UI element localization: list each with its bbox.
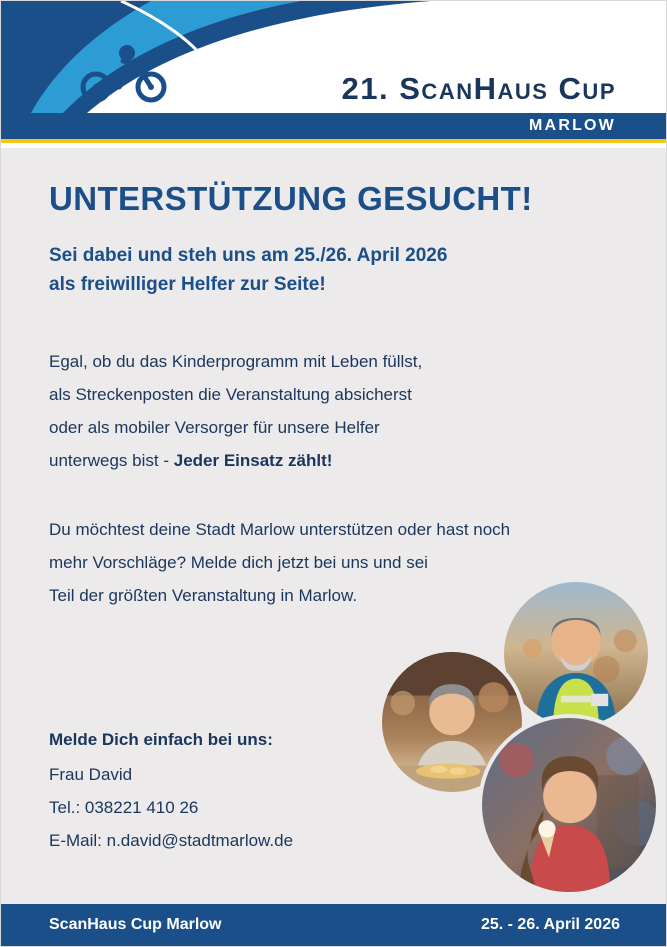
- contact-name: Frau David: [49, 765, 133, 785]
- paragraph-invitation-line-2: mehr Vorschläge? Melde dich jetzt bei uns und sei: [49, 553, 428, 573]
- cyclist-icon: [79, 43, 174, 103]
- lead-line-1: Sei dabei und steh uns am 25./26. April 2026: [49, 245, 448, 266]
- paragraph-roles-line-1: Egal, ob du das Kinderprogramm mit Leben füllst,: [49, 352, 423, 371]
- paragraph-roles-line-3: oder als mobiler Versorger für unsere Helfer: [49, 418, 380, 438]
- event-location: MARLOW: [529, 117, 616, 134]
- poster-header: [1, 1, 667, 143]
- contact-heading: Melde Dich einfach bei uns:: [49, 730, 273, 749]
- paragraph-invitation-line-3: Teil der größten Veranstaltung in Marlow.: [49, 586, 358, 606]
- footer-event-date: 25. - 26. April 2026: [480, 916, 620, 933]
- header-yellow-bar: [1, 139, 667, 143]
- headline: UNTERSTÜTZUNG GESUCHT!: [49, 180, 533, 217]
- poster-footer: [1, 904, 667, 947]
- contact-email[interactable]: E-Mail: n.david@stadtmarlow.de: [49, 831, 294, 851]
- paragraph-roles-emphasis: Jeder Einsatz zählt!: [173, 451, 333, 471]
- contact-phone[interactable]: Tel.: 038221 410 26: [49, 798, 199, 818]
- paragraph-invitation-line-1: Du möchtest deine Stadt Marlow unterstützen oder hast noch: [49, 520, 511, 539]
- page-title: 21. ScanHaus Cup: [341, 71, 616, 106]
- lead-text: [49, 241, 609, 300]
- footer-event-name: ScanHaus Cup Marlow: [49, 916, 222, 933]
- paragraph-roles-line-2: als Streckenposten die Veranstaltung absicherst: [49, 385, 412, 405]
- paragraph-roles-line-4-plain: unterwegs bist -: [49, 451, 174, 471]
- photo-child-with-ice-cream: [478, 714, 660, 896]
- paragraph-roles-line-4: [49, 444, 629, 477]
- poster-body: [1, 148, 667, 904]
- event-title-block: [342, 73, 616, 104]
- lead-line-2: als freiwilliger Helfer zur Seite!: [49, 274, 326, 296]
- paragraph-roles: [49, 345, 629, 478]
